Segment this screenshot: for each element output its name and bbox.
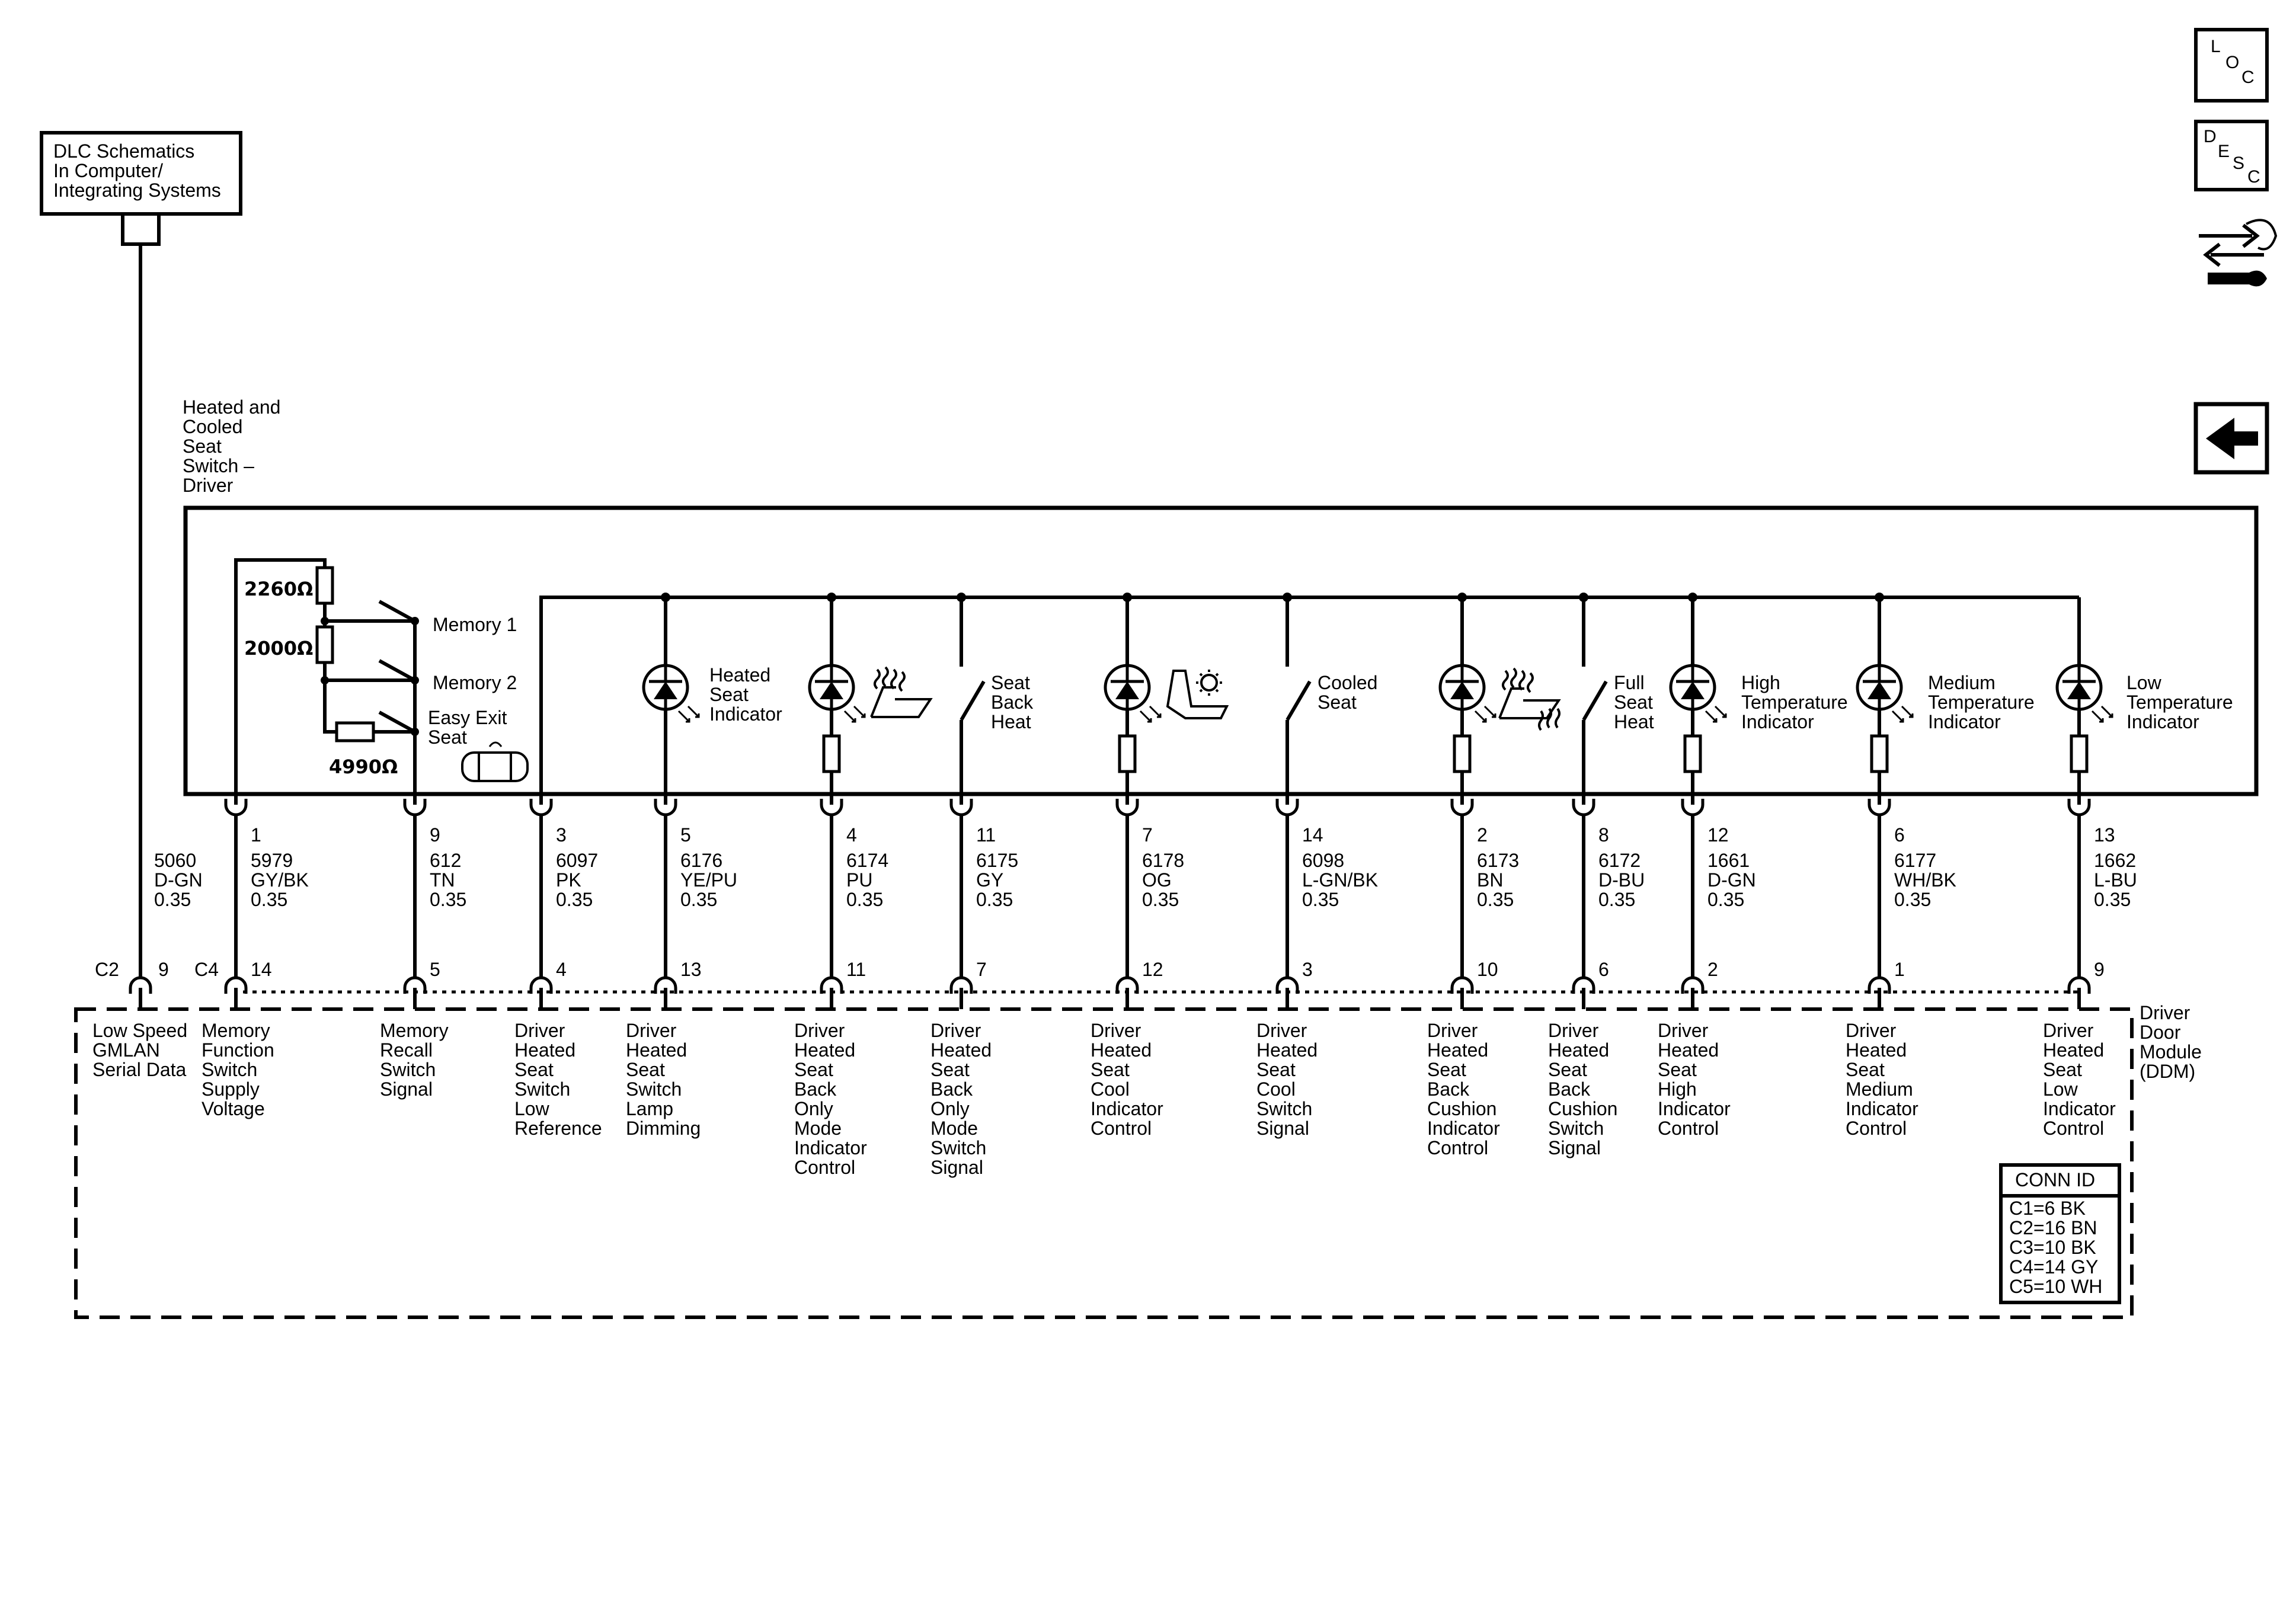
ddm-pin-number: 1 bbox=[1894, 959, 1905, 980]
svg-text:Back: Back bbox=[1427, 1078, 1470, 1100]
conn-id-row: C4=14 GY bbox=[2009, 1256, 2099, 1278]
svg-text:Seat: Seat bbox=[1091, 1059, 1130, 1080]
full-seat-heat-switch bbox=[1584, 597, 1606, 794]
conn-id-row: C1=6 BK bbox=[2009, 1198, 2086, 1219]
wire-circuit: 6177 bbox=[1894, 850, 1937, 871]
svg-text:Module: Module bbox=[2140, 1041, 2202, 1062]
wire-5979 bbox=[226, 794, 309, 1009]
svg-text:L: L bbox=[2211, 37, 2221, 56]
wire-circuit: 1662 bbox=[2094, 850, 2137, 871]
svg-text:Dimming: Dimming bbox=[626, 1118, 701, 1139]
ddm-pin-description bbox=[514, 1020, 602, 1139]
heated-seat-indicator-label-2: Seat bbox=[709, 684, 749, 705]
seat-back-heat-label-2: Back bbox=[991, 692, 1034, 713]
svg-text:Heated: Heated bbox=[794, 1039, 856, 1061]
svg-text:Low Speed: Low Speed bbox=[92, 1020, 188, 1041]
svg-text:DLC Schematics bbox=[53, 140, 194, 162]
wire-6173 bbox=[1452, 794, 1519, 1009]
wire-circuit: 6174 bbox=[846, 850, 889, 871]
svg-text:Low: Low bbox=[2043, 1078, 2078, 1100]
wire-switch-pin: 2 bbox=[1477, 824, 1488, 846]
wire-gauge: 0.35 bbox=[846, 889, 884, 910]
ddm-pin-description bbox=[2043, 1020, 2116, 1139]
switch-top-bus bbox=[541, 597, 2079, 794]
low-temp-label-3: Indicator bbox=[2126, 711, 2199, 732]
low-temperature-indicator-led bbox=[2057, 597, 2112, 794]
seat-back-heat-switch bbox=[961, 597, 984, 794]
conn-id-row: C2=16 BN bbox=[2009, 1217, 2097, 1238]
wire-gauge: 0.35 bbox=[1894, 889, 1932, 910]
svg-text:Heated: Heated bbox=[1256, 1039, 1318, 1061]
svg-text:Heated: Heated bbox=[1091, 1039, 1152, 1061]
dlc-wire-label bbox=[154, 850, 203, 910]
svg-text:0.35: 0.35 bbox=[154, 889, 191, 910]
cooled-seat-switch bbox=[1287, 597, 1310, 794]
resistor-2260-label: 2260Ω bbox=[244, 578, 314, 600]
full-seat-heat-label-3: Heat bbox=[1614, 711, 1654, 732]
svg-text:Control: Control bbox=[1427, 1137, 1489, 1158]
svg-text:C: C bbox=[2247, 167, 2260, 187]
svg-text:Cool: Cool bbox=[1091, 1078, 1130, 1100]
ddm-pin-number: 7 bbox=[976, 959, 987, 980]
wire-gauge: 0.35 bbox=[430, 889, 467, 910]
wire-color: GY bbox=[976, 869, 1004, 891]
wire-color: D-GN bbox=[1707, 869, 1756, 891]
wire-color: GY/BK bbox=[251, 869, 309, 891]
svg-text:Function: Function bbox=[202, 1039, 274, 1061]
svg-text:Integrating Systems bbox=[53, 180, 221, 201]
svg-text:Switch: Switch bbox=[626, 1078, 682, 1100]
svg-text:Switch –: Switch – bbox=[183, 455, 254, 476]
easy-exit-seat-icon bbox=[462, 742, 527, 781]
svg-text:Driver: Driver bbox=[1091, 1020, 1141, 1041]
wire-color: OG bbox=[1142, 869, 1172, 891]
wire-circuit: 6097 bbox=[556, 850, 599, 871]
wire-gauge: 0.35 bbox=[556, 889, 593, 910]
easy-exit-label-2: Seat bbox=[428, 726, 467, 748]
ddm-pin-description bbox=[1846, 1020, 1918, 1139]
cooled-seat-label-1: Cooled bbox=[1318, 672, 1378, 693]
svg-text:O: O bbox=[2225, 53, 2240, 72]
svg-text:Low: Low bbox=[514, 1098, 549, 1119]
wire-gauge: 0.35 bbox=[2094, 889, 2131, 910]
memory-1-label: Memory 1 bbox=[433, 614, 517, 635]
svg-text:Indicator: Indicator bbox=[794, 1137, 867, 1158]
wire-gauge: 0.35 bbox=[251, 889, 288, 910]
svg-text:Driver: Driver bbox=[1548, 1020, 1599, 1041]
ddm-pin-number: 6 bbox=[1598, 959, 1609, 980]
svg-text:Cushion: Cushion bbox=[1427, 1098, 1497, 1119]
ddm-pin-c2-9: 9 bbox=[158, 959, 169, 980]
svg-text:Cooled: Cooled bbox=[183, 416, 243, 437]
ddm-pin-number: 12 bbox=[1142, 959, 1163, 980]
ddm-pin-descriptions bbox=[92, 1020, 2116, 1178]
svg-text:Driver: Driver bbox=[514, 1020, 565, 1041]
wire-color: YE/PU bbox=[680, 869, 738, 891]
heated-cooled-seat-switch-box bbox=[186, 508, 2256, 794]
wire-circuit: 6175 bbox=[976, 850, 1019, 871]
svg-text:Indicator: Indicator bbox=[1427, 1118, 1500, 1139]
svg-text:Signal: Signal bbox=[1256, 1118, 1309, 1139]
svg-text:Seat: Seat bbox=[794, 1059, 833, 1080]
high-temperature-indicator-led bbox=[1671, 597, 1726, 794]
ddm-pin-description bbox=[1427, 1020, 1500, 1158]
wire-circuit: 5979 bbox=[251, 850, 293, 871]
svg-text:Driver: Driver bbox=[626, 1020, 677, 1041]
ddm-connector-c4: C4 bbox=[194, 959, 219, 980]
heated-seat-indicator-led bbox=[644, 597, 699, 794]
svg-text:Driver: Driver bbox=[794, 1020, 845, 1041]
wire-color: PU bbox=[846, 869, 873, 891]
svg-text:Only: Only bbox=[794, 1098, 833, 1119]
svg-text:Heated: Heated bbox=[1548, 1039, 1610, 1061]
low-temp-label-2: Temperature bbox=[2126, 692, 2233, 713]
svg-text:Seat: Seat bbox=[2043, 1059, 2082, 1080]
svg-text:E: E bbox=[2218, 142, 2230, 161]
wire-6174 bbox=[821, 794, 888, 1009]
wire-circuit: 6098 bbox=[1302, 850, 1345, 871]
svg-text:5060: 5060 bbox=[154, 850, 197, 871]
wire-gauge: 0.35 bbox=[1302, 889, 1339, 910]
wire-switch-pin: 3 bbox=[556, 824, 567, 846]
loc-icon[interactable] bbox=[2196, 30, 2267, 101]
ddm-pin-number: 2 bbox=[1707, 959, 1718, 980]
svg-text:Supply: Supply bbox=[202, 1078, 260, 1100]
wire-6177 bbox=[1869, 794, 1956, 1009]
wire-1661 bbox=[1683, 794, 1756, 1009]
conn-id-title: CONN ID bbox=[2015, 1169, 2096, 1190]
svg-text:Cushion: Cushion bbox=[1548, 1098, 1618, 1119]
wire-color: D-BU bbox=[1598, 869, 1645, 891]
ddm-pin-description bbox=[794, 1020, 867, 1178]
wire-gauge: 0.35 bbox=[1477, 889, 1514, 910]
ddm-pin-description bbox=[1091, 1020, 1163, 1139]
wire-circuit: 6176 bbox=[680, 850, 723, 871]
svg-text:Indicator: Indicator bbox=[1658, 1098, 1731, 1119]
svg-text:Indicator: Indicator bbox=[1846, 1098, 1918, 1119]
high-temp-label-3: Indicator bbox=[1741, 711, 1814, 732]
svg-text:Heated: Heated bbox=[930, 1039, 992, 1061]
wire-612 bbox=[405, 794, 466, 1009]
resistor-2000-label: 2000Ω bbox=[244, 637, 314, 660]
svg-text:Cool: Cool bbox=[1256, 1078, 1296, 1100]
wire-switch-pin: 6 bbox=[1894, 824, 1905, 846]
wire-switch-pin: 5 bbox=[680, 824, 691, 846]
heated-seat-indicator-label-1: Heated bbox=[709, 664, 771, 686]
dlc-schematics-reference[interactable] bbox=[41, 133, 241, 214]
wire-gauge: 0.35 bbox=[1142, 889, 1179, 910]
svg-text:D: D bbox=[2204, 127, 2217, 146]
svg-text:In Computer/ bbox=[53, 160, 163, 181]
svg-text:Driver: Driver bbox=[1427, 1020, 1478, 1041]
svg-text:Driver: Driver bbox=[1658, 1020, 1709, 1041]
wire-6097 bbox=[531, 794, 598, 1009]
wire-color: BN bbox=[1477, 869, 1504, 891]
svg-text:S: S bbox=[2233, 153, 2245, 173]
medium-temp-label-3: Indicator bbox=[1928, 711, 2001, 732]
wire-switch-pin: 11 bbox=[976, 824, 996, 846]
wire-circuit: 612 bbox=[430, 850, 462, 871]
ddm-pin-number: 4 bbox=[556, 959, 567, 980]
wire-switch-pin: 9 bbox=[430, 824, 440, 846]
full-seat-heat-label-2: Seat bbox=[1614, 692, 1653, 713]
ddm-pin-description bbox=[92, 1020, 187, 1080]
high-temp-label-2: Temperature bbox=[1741, 692, 1848, 713]
svg-text:Voltage: Voltage bbox=[202, 1098, 265, 1119]
high-temp-label-1: High bbox=[1741, 672, 1780, 693]
dlc-line-3: Integrating Systems bbox=[53, 180, 221, 201]
conn-id-row: C3=10 BK bbox=[2009, 1237, 2096, 1258]
wire-color: WH/BK bbox=[1894, 869, 1956, 891]
wire-gauge: 0.35 bbox=[680, 889, 718, 910]
svg-text:Medium: Medium bbox=[1846, 1078, 1913, 1100]
desc-icon[interactable] bbox=[2196, 121, 2267, 190]
wire-switch-pin: 12 bbox=[1707, 824, 1729, 846]
svg-text:Control: Control bbox=[1658, 1118, 1719, 1139]
svg-text:Heated: Heated bbox=[626, 1039, 687, 1061]
ddm-connector-c2: C2 bbox=[95, 959, 119, 980]
svg-text:Seat: Seat bbox=[1658, 1059, 1697, 1080]
svg-text:Switch: Switch bbox=[1256, 1098, 1313, 1119]
wires bbox=[226, 794, 2137, 1009]
medium-temperature-indicator-led bbox=[1857, 597, 1913, 794]
back-cushion-indicator-led bbox=[1440, 597, 1495, 794]
svg-text:Driver: Driver bbox=[1256, 1020, 1307, 1041]
svg-text:Back: Back bbox=[1548, 1078, 1591, 1100]
svg-text:Mode: Mode bbox=[794, 1118, 842, 1139]
wire-circuit: 6178 bbox=[1142, 850, 1185, 871]
svg-text:Driver: Driver bbox=[2140, 1002, 2191, 1023]
ddm-pin-description bbox=[1658, 1020, 1731, 1139]
svg-text:(DDM): (DDM) bbox=[2140, 1061, 2196, 1082]
svg-text:Control: Control bbox=[794, 1157, 856, 1178]
wire-switch-pin: 13 bbox=[2094, 824, 2115, 846]
svg-text:Signal: Signal bbox=[1548, 1137, 1601, 1158]
wire-switch-pin: 14 bbox=[1302, 824, 1323, 846]
seat-back-heat-indicator-led bbox=[810, 597, 865, 794]
dlc-line-1: DLC Schematics bbox=[53, 140, 195, 162]
wire-circuit: 6172 bbox=[1598, 850, 1641, 871]
wire-color: PK bbox=[556, 869, 581, 891]
wire-switch-pin: 1 bbox=[251, 824, 261, 846]
ddm-pin-number: 13 bbox=[680, 959, 702, 980]
svg-text:Heated: Heated bbox=[1658, 1039, 1719, 1061]
seat-cool-indicator-led bbox=[1105, 597, 1160, 794]
svg-text:High: High bbox=[1658, 1078, 1697, 1100]
ddm-pin-number: 3 bbox=[1302, 959, 1313, 980]
svg-text:Seat: Seat bbox=[1427, 1059, 1466, 1080]
wire-6175 bbox=[951, 794, 1018, 1009]
wire-color: L-BU bbox=[2094, 869, 2137, 891]
ddm-pin-description bbox=[1256, 1020, 1318, 1139]
ddm-pin-number: 11 bbox=[846, 959, 866, 980]
wire-switch-pin: 7 bbox=[1142, 824, 1153, 846]
svg-text:Seat: Seat bbox=[930, 1059, 970, 1080]
easy-exit-label-1: Easy Exit bbox=[428, 707, 507, 728]
svg-text:Heated and: Heated and bbox=[183, 396, 281, 418]
ddm-pin-number: 14 bbox=[251, 959, 272, 980]
ddm-pin-description bbox=[380, 1020, 449, 1100]
svg-text:Serial Data: Serial Data bbox=[92, 1059, 187, 1080]
conn-id-row: C5=10 WH bbox=[2009, 1276, 2103, 1297]
switch-title bbox=[183, 396, 280, 496]
cooled-seat-label-2: Seat bbox=[1318, 692, 1357, 713]
svg-text:Heated: Heated bbox=[1427, 1039, 1489, 1061]
svg-text:Recall: Recall bbox=[380, 1039, 433, 1061]
cooled-seat-symbol-icon bbox=[1168, 670, 1227, 718]
low-temp-label-1: Low bbox=[2126, 672, 2161, 693]
wire-switch-pin: 8 bbox=[1598, 824, 1609, 846]
ddm-pin-description bbox=[1548, 1020, 1617, 1158]
svg-text:Memory: Memory bbox=[380, 1020, 449, 1041]
svg-text:Heated: Heated bbox=[2043, 1039, 2105, 1061]
svg-text:GMLAN: GMLAN bbox=[92, 1039, 160, 1061]
svg-text:Switch: Switch bbox=[514, 1078, 571, 1100]
svg-text:Switch: Switch bbox=[380, 1059, 436, 1080]
back-arrow-icon[interactable] bbox=[2196, 404, 2267, 472]
wire-color: TN bbox=[430, 869, 455, 891]
wire-gauge: 0.35 bbox=[1707, 889, 1745, 910]
svg-text:Driver: Driver bbox=[930, 1020, 981, 1041]
svg-text:Heated: Heated bbox=[514, 1039, 576, 1061]
wire-color: L-GN/BK bbox=[1302, 869, 1379, 891]
svg-text:Control: Control bbox=[1846, 1118, 1907, 1139]
svg-text:Driver: Driver bbox=[1846, 1020, 1897, 1041]
dlc-line-2: In Computer/ bbox=[53, 160, 163, 181]
wire-circuit: 1661 bbox=[1707, 850, 1750, 871]
svg-text:Seat: Seat bbox=[1846, 1059, 1885, 1080]
svg-text:Signal: Signal bbox=[930, 1157, 983, 1178]
wire-circuit: 6173 bbox=[1477, 850, 1520, 871]
svg-text:Lamp: Lamp bbox=[626, 1098, 674, 1119]
svg-text:Seat: Seat bbox=[1256, 1059, 1296, 1080]
wire-switch-pin: 4 bbox=[846, 824, 857, 846]
wire-6178 bbox=[1117, 794, 1184, 1009]
svg-text:Reference: Reference bbox=[514, 1118, 602, 1139]
full-seat-heat-label-1: Full bbox=[1614, 672, 1645, 693]
svg-text:Driver: Driver bbox=[183, 475, 234, 496]
svg-text:Control: Control bbox=[1091, 1118, 1152, 1139]
heated-seat-indicator-label-3: Indicator bbox=[709, 703, 782, 725]
svg-text:Switch: Switch bbox=[930, 1137, 987, 1158]
svg-text:Switch: Switch bbox=[202, 1059, 258, 1080]
wire-6098 bbox=[1277, 794, 1378, 1009]
svg-text:Seat: Seat bbox=[626, 1059, 665, 1080]
svg-text:Seat: Seat bbox=[514, 1059, 554, 1080]
seat-back-heat-label-3: Heat bbox=[991, 711, 1031, 732]
wire-6176 bbox=[655, 794, 737, 1009]
connector-arrows-icon[interactable] bbox=[2193, 207, 2276, 290]
svg-text:Indicator: Indicator bbox=[1091, 1098, 1163, 1119]
ddm-pin-number: 10 bbox=[1477, 959, 1498, 980]
svg-text:Only: Only bbox=[930, 1098, 970, 1119]
ddm-pin-description bbox=[930, 1020, 992, 1178]
ddm-pin-number: 9 bbox=[2094, 959, 2105, 980]
svg-text:Seat: Seat bbox=[1548, 1059, 1587, 1080]
svg-text:Signal: Signal bbox=[380, 1078, 433, 1100]
svg-text:Mode: Mode bbox=[930, 1118, 978, 1139]
svg-text:Indicator: Indicator bbox=[2043, 1098, 2116, 1119]
ddm-pin-number: 5 bbox=[430, 959, 440, 980]
svg-text:Back: Back bbox=[930, 1078, 973, 1100]
svg-text:Seat: Seat bbox=[183, 436, 222, 457]
svg-text:Door: Door bbox=[2140, 1022, 2181, 1043]
wire-gauge: 0.35 bbox=[1598, 889, 1636, 910]
seat-back-heat-label-1: Seat bbox=[991, 672, 1030, 693]
memory-2-label: Memory 2 bbox=[433, 672, 517, 693]
dlc-connector-stub bbox=[123, 214, 159, 978]
medium-temp-label-2: Temperature bbox=[1928, 692, 2035, 713]
wire-6172 bbox=[1574, 794, 1645, 1009]
wire-gauge: 0.35 bbox=[976, 889, 1013, 910]
ddm-title bbox=[2140, 1002, 2202, 1082]
svg-text:Back: Back bbox=[794, 1078, 837, 1100]
full-seat-heat-symbol-icon bbox=[1499, 668, 1559, 730]
ddm-pin-description bbox=[202, 1020, 274, 1119]
svg-text:Switch: Switch bbox=[1548, 1118, 1604, 1139]
conn-id-table bbox=[2001, 1165, 2119, 1302]
svg-text:Driver: Driver bbox=[2043, 1020, 2094, 1041]
medium-temp-label-1: Medium bbox=[1928, 672, 1996, 693]
svg-text:Control: Control bbox=[2043, 1118, 2105, 1139]
svg-text:Memory: Memory bbox=[202, 1020, 270, 1041]
seat-back-heat-symbol-icon bbox=[871, 667, 930, 717]
svg-text:C: C bbox=[2241, 68, 2255, 87]
svg-text:Heated: Heated bbox=[1846, 1039, 1907, 1061]
svg-text:D-GN: D-GN bbox=[154, 869, 203, 891]
wire-1662 bbox=[2069, 794, 2137, 1009]
ddm-pin-description bbox=[626, 1020, 701, 1139]
resistor-4990-label: 4990Ω bbox=[329, 756, 398, 778]
